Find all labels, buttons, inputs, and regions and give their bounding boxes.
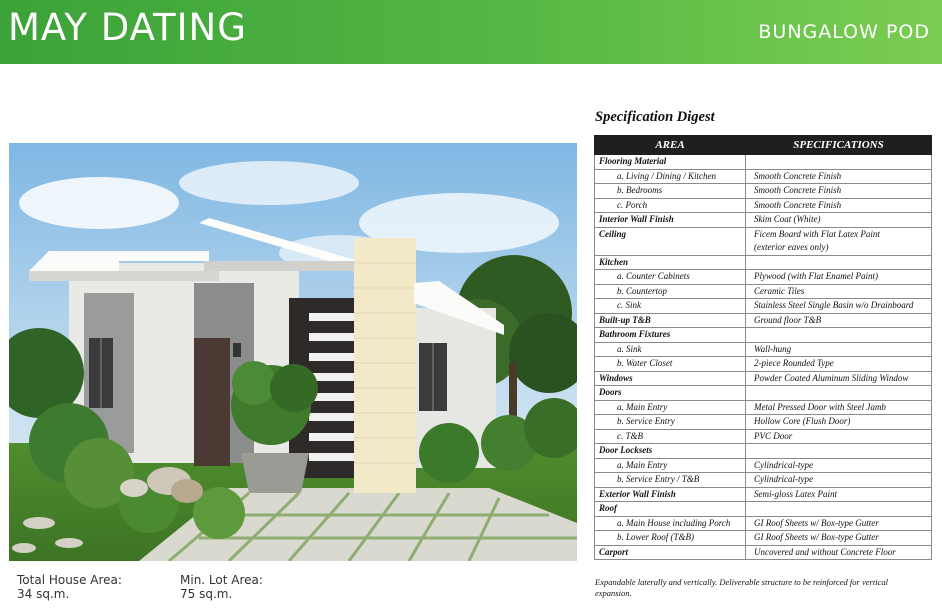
spec-digest-title: Specification Digest [595,109,715,125]
col-spec-header: SPECIFICATIONS [746,136,932,155]
table-row [595,458,932,473]
col-area-header: AREA [595,136,746,155]
model-title: MAY DATING [8,6,247,49]
row-spec: Ground floor T&B [746,313,932,328]
table-row [595,400,932,415]
row-spec: (exterior eaves only) [746,241,932,255]
table-row [595,371,932,386]
table-row [595,313,932,328]
row-area: Exterior Wall Finish [595,487,746,502]
row-spec: Ficem Board with Flat Latex Paint [746,227,932,241]
row-area: a. Living / Dining / Kitchen [595,169,746,184]
row-area: Door Locksets [595,444,746,459]
row-spec: Powder Coated Aluminum Sliding Window [746,371,932,386]
table-row [595,198,932,213]
table-row [595,255,932,270]
table-row [595,184,932,199]
row-area: a. Sink [595,342,746,357]
table-row [595,357,932,372]
row-spec [746,502,932,517]
row-area: b. Water Closet [595,357,746,372]
row-spec: Cylindrical-type [746,473,932,488]
row-spec [746,255,932,270]
table-row [595,328,932,343]
row-spec: Cylindrical-type [746,458,932,473]
row-spec: Skim Coat (White) [746,213,932,228]
row-area [595,241,746,255]
spec-table [594,135,932,560]
row-area: a. Main Entry [595,400,746,415]
spec-table-header [595,136,932,155]
row-area: b. Bedrooms [595,184,746,199]
table-row [595,284,932,299]
row-area: Carport [595,545,746,560]
row-spec: Hollow Core (Flush Door) [746,415,932,430]
row-spec: Ceramic Tiles [746,284,932,299]
row-area: b. Lower Roof (T&B) [595,531,746,546]
spec-table-body [595,155,932,560]
min-lot-area-value: 75 sq.m. [180,587,233,601]
total-house-area [17,573,122,601]
table-row [595,502,932,517]
total-house-area-value: 34 sq.m. [17,587,70,601]
row-area: Interior Wall Finish [595,213,746,228]
table-row [595,516,932,531]
row-spec: PVC Door [746,429,932,444]
row-area: c. Porch [595,198,746,213]
row-area: c. Sink [595,299,746,314]
table-row [595,155,932,170]
table-row [595,487,932,502]
table-row [595,342,932,357]
row-spec: Wall-hung [746,342,932,357]
min-lot-area [180,573,263,601]
row-area: a. Main House including Porch [595,516,746,531]
header-banner [0,0,942,64]
row-area: b. Countertop [595,284,746,299]
row-area: b. Service Entry [595,415,746,430]
row-area: Kitchen [595,255,746,270]
row-area: a. Main Entry [595,458,746,473]
table-row [595,444,932,459]
table-row [595,299,932,314]
row-area: b. Service Entry / T&B [595,473,746,488]
row-spec: Stainless Steel Single Basin w/o Drainboard [746,299,932,314]
row-area: Doors [595,386,746,401]
row-area: Windows [595,371,746,386]
min-lot-area-label: Min. Lot Area: [180,573,263,587]
row-spec: Uncovered and without Concrete Floor [746,545,932,560]
row-spec: Smooth Concrete Finish [746,184,932,199]
table-row [595,386,932,401]
table-row [595,531,932,546]
table-row [595,169,932,184]
table-row [595,213,932,228]
row-spec: 2-piece Rounded Type [746,357,932,372]
row-spec [746,386,932,401]
row-spec: Semi-gloss Latex Paint [746,487,932,502]
total-house-area-label: Total House Area: [17,573,122,587]
footnote: Expandable laterally and vertically. Deliverable structure to be reinforced for vertical expansion. [595,577,888,598]
table-row [595,227,932,241]
row-area: Ceiling [595,227,746,241]
row-area: Bathroom Fixtures [595,328,746,343]
row-spec [746,328,932,343]
row-area: Flooring Material [595,155,746,170]
row-area: Roof [595,502,746,517]
row-area: c. T&B [595,429,746,444]
row-area: Built-up T&B [595,313,746,328]
row-spec: Metal Pressed Door with Steel Jamb [746,400,932,415]
row-spec: GI Roof Sheets w/ Box-type Gutter [746,531,932,546]
row-spec: GI Roof Sheets w/ Box-type Gutter [746,516,932,531]
table-row [595,415,932,430]
table-row [595,429,932,444]
row-spec: Smooth Concrete Finish [746,169,932,184]
table-row [595,241,932,255]
row-spec [746,444,932,459]
row-area: a. Counter Cabinets [595,270,746,285]
house-photo [9,143,577,561]
row-spec [746,155,932,170]
table-row [595,473,932,488]
model-subtitle: BUNGALOW POD [758,21,930,43]
row-spec: Smooth Concrete Finish [746,198,932,213]
table-row [595,545,932,560]
table-row [595,270,932,285]
row-spec: Plywood (with Flat Enamel Paint) [746,270,932,285]
